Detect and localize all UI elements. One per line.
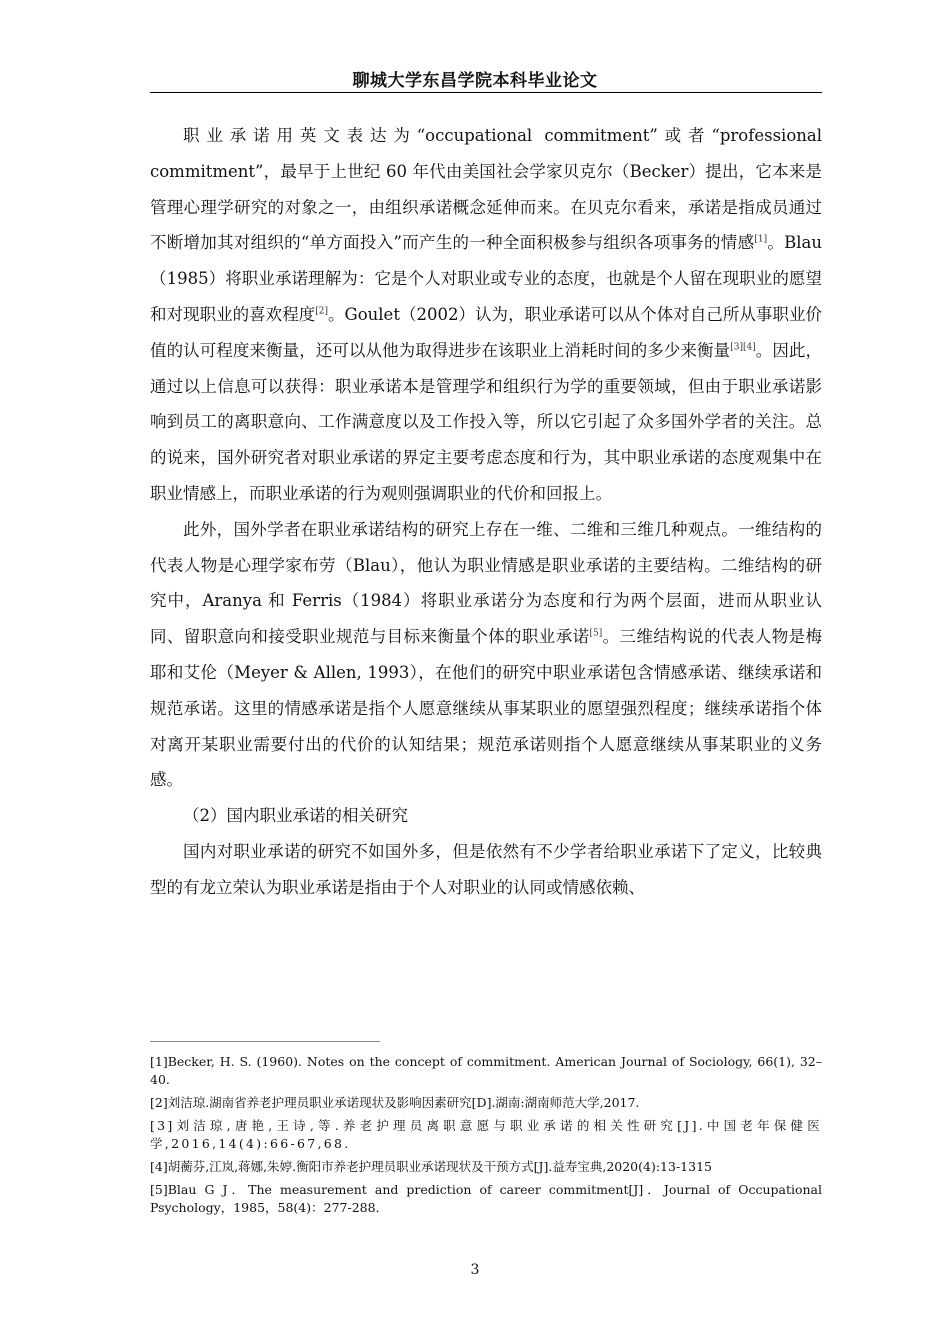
header-rule bbox=[150, 92, 822, 93]
citation-ref[interactable]: [1] bbox=[754, 234, 768, 245]
text-span: 。三维结构说的代表人物是梅耶和艾伦（Meyer & Allen, 1993），在他们的研究中职业承诺包含情感承诺、继续承诺和规范承诺。这里的情感承诺是指个人愿意继续从事某职业的愿望强烈程度；继续承诺指个体对离开某职业需要付出的代价的认知结果；规范承诺则指个人愿意继续从事某职业的义务感。 bbox=[150, 627, 823, 790]
footnote-item: [3]刘洁琼,唐艳,王诗,等.养老护理员离职意愿与职业承诺的相关性研究[J].中国老年保健医学,2016,14(4):66-67,68. bbox=[150, 1118, 822, 1151]
footnote-item: [2]刘洁琼.湖南省养老护理员职业承诺现状及影响因素研究[D].湖南:湖南师范大学,2017. bbox=[150, 1095, 640, 1110]
body-text bbox=[150, 118, 822, 906]
paragraph-2 bbox=[150, 512, 822, 798]
text-span: 职业承诺用英文表达为“occupational commitment”或者“professional commitment”，最早于上世纪 60 年代由美国社会学家贝克尔（Becker）提出，它本来是管理心理学研究的对象之一，由组织承诺概念延伸而来。在贝克尔看来，承诺是指成员通过不断增加其对组织的“单方面投入”而产生的一种全面积极参与组织各项事务的情感 bbox=[150, 126, 822, 253]
footnote-separator bbox=[150, 1041, 380, 1042]
citation-ref[interactable]: [3][4] bbox=[730, 342, 756, 353]
footnote-item: [5]Blau G J．The measurement and prediction of career commitment[J]．Journal of Occupational Psychology，1985，58(4)：277-288． bbox=[150, 1182, 822, 1215]
text-span: 。Blau（1985）将职业承诺理解为：它是个人对职业或专业的态度，也就是个人留在现职业的愿望和对现职业的喜欢程度 bbox=[150, 233, 822, 324]
paragraph-3: 国内对职业承诺的研究不如国外多，但是依然有不少学者给职业承诺下了定义，比较典型的有龙立荣认为职业承诺是指由于个人对职业的认同或情感依赖、 bbox=[150, 841, 822, 897]
section-subheading: （2）国内职业承诺的相关研究 bbox=[183, 806, 408, 826]
text-span: 。因此，通过以上信息可以获得：职业承诺本是管理学和组织行为学的重要领域，但由于职业承诺影响到员工的离职意向、工作满意度以及工作投入等，所以它引起了众多国外学者的关注。总的说来，国外研究者对职业承诺的界定主要考虑态度和行为，其中职业承诺的态度观集中在职业情感上，而职业承诺的行为观则强调职业的代价和回报上。 bbox=[150, 340, 823, 503]
text-span: 。Goulet（2002）认为，职业承诺可以从个体对自己所从事职业价值的认可程度来衡量，还可以从他为取得进步在该职业上消耗时间的多少来衡量 bbox=[150, 304, 822, 360]
header-title: 聊城大学东昌学院本科毕业论文 bbox=[352, 71, 598, 91]
footnotes bbox=[150, 1053, 822, 1222]
citation-ref[interactable]: [2] bbox=[315, 306, 328, 317]
paragraph-1 bbox=[150, 118, 822, 512]
text-span: 此外，国外学者在职业承诺结构的研究上存在一维、二维和三维几种观点。一维结构的代表人物是心理学家布劳（Blau），他认为职业情感是职业承诺的主要结构。二维结构的研究中，Aranya 和 Ferris（1984）将职业承诺分为态度和行为两个层面，进而从职业认同、留职意向和接受职业规范与目标来衡量个体的职业承诺 bbox=[150, 519, 822, 647]
footnote-item: [1]Becker, H. S. (1960). Notes on the concept of commitment. American Journal of Sociology, 66(1), 32–40. bbox=[150, 1054, 822, 1087]
footnote-item: [4]胡蘅芬,江岚,蒋娜,朱婷.衡阳市养老护理员职业承诺现状及干预方式[J].益寿宝典,2020(4):13-1315 bbox=[150, 1159, 712, 1174]
citation-ref[interactable]: [5] bbox=[589, 628, 603, 639]
page-number: 3 bbox=[470, 1262, 480, 1278]
